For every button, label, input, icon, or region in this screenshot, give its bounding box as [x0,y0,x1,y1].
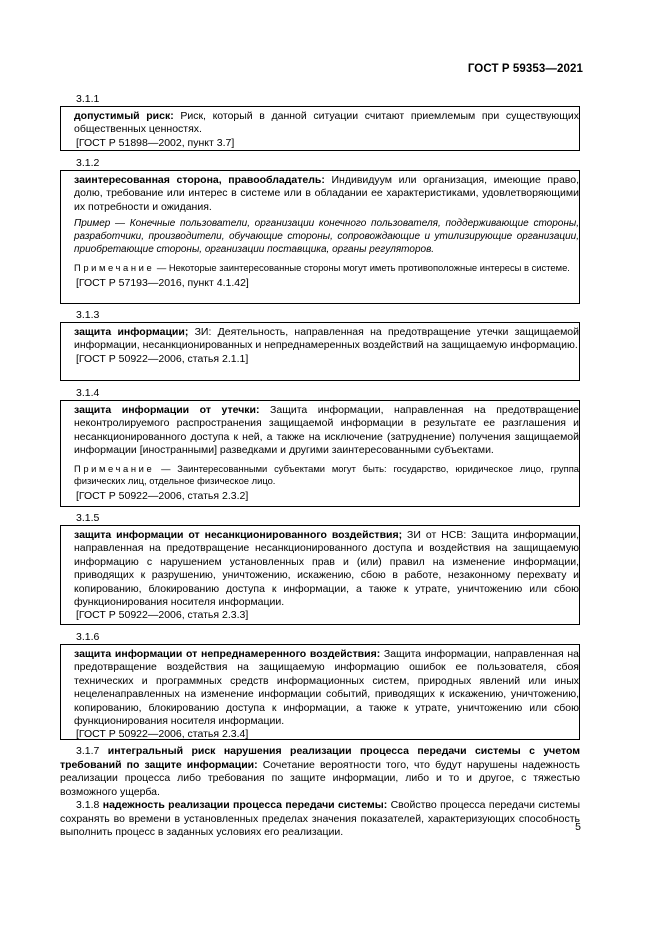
page-number: 5 [575,821,581,833]
term-entry-box [60,644,580,740]
term-note [74,262,579,274]
term-name: защита информации; [74,326,189,338]
standard-header: ГОСТ Р 59353—2021 [467,63,583,75]
term-entry-box [60,170,580,304]
term-source: [ГОСТ Р 57193—2016, пункт 4.1.42] [76,276,249,289]
note-text: — Некоторые заинтересованные стороны могут иметь противоположные интересы в системе. [154,261,570,273]
paragraph-number: 3.1.8 [76,799,100,811]
term-source: [ГОСТ Р 50922—2006, статья 2.3.2] [76,489,249,502]
term-name: интегральный риск нарушения реализации процесса передачи системы с учетом требований по защите информации: [60,745,580,771]
term-name: защита информации от непреднамеренного воздействия: [74,648,381,660]
term-definition: Защита информации, направленная на предотвращение воздействия на защищаемую информацию ошибок ее пользователя, сбоя технических и программных средств информационных систем, природных явлений или иных нецеленаправленных на изменение информации событий, приводящих к искажению, уничтожению, копированию, блокированию доступа к информации, а также к утрате, уничтожению или сбою функционирования носителя информации. [74,648,579,728]
term-entry-box [60,322,580,381]
paragraph-number: 3.1.7 [76,745,100,757]
term-definition: ЗИ: Деятельность, направленная на предотвращение утечки защищаемой информации, несанкционированных и непреднамеренных воздействий на защищаемую информацию. [74,326,580,352]
entry-number: 3.1.4 [76,387,100,399]
note-label: Примечание [74,261,155,273]
term-name: надежность реализации процесса передачи системы: [99,799,388,811]
note-label: Примечание [74,462,155,474]
entry-number: 3.1.5 [76,512,100,524]
term-paragraph [60,745,580,799]
term-example: Пример — Конечные пользователи, организации конечного пользователя, поддерживающие стороны, разработчики, производители, обучающие стороны, сопровождающие и утилизирующие организации, приобретающие стороны, организации поставщика, органы регуляторов. [74,218,579,255]
term-entry-box [60,525,580,625]
term-note [74,463,579,487]
term-source: [ГОСТ Р 50922—2006, статья 2.3.3] [76,609,249,622]
term-definition: Сочетание вероятности того, что будут нарушены надежность реализации процесса либо требования по защите информации, либо и то и другое, с тяжестью возможного ущерба. [60,758,580,798]
term-definition: Риск, который в данной ситуации считают приемлемым при существующих общественных ценностях. [74,110,579,136]
term-definition: Индивидуум или организация, имеющие право, долю, требование или интерес в системе или в обладании ее характеристиками, удовлетворяющими их потребности и ожидания. [74,174,579,213]
entry-number: 3.1.3 [76,309,100,321]
term-name: защита информации от утечки: [74,404,260,416]
term-entry-box [60,106,580,151]
term-paragraph [60,799,580,840]
term-name: защита информации от несанкционированного воздействия; [74,529,403,541]
term-definition: Защита информации, направленная на предотвращение неконтролируемого распространения защищаемой информации в результате ее разглашения и несанкционированного доступа к ней, а также на исключение (затруднение) получения защищаемой информации [иностранными] разведками и другими заинтересованными субъектами. [74,404,579,457]
term-definition: ЗИ от НСВ: Защита информации, направленная на предотвращение несанкционированного доступа и воздействия на защищаемую информацию с нарушением установленных прав и (или) правил на изменение информации, приводящих к разрушению, уничтожению, искажению, сбою в работе, незаконному перехвату и копированию, блокированию доступа к информации, а также к утрате, уничтожению или сбою функционирования носителя информации. [74,529,579,609]
term-entry-box [60,400,580,507]
entry-number: 3.1.6 [76,631,100,643]
term-definition: Свойство процесса передачи системы сохранять во времени в установленных пределах значения показателей, характеризующих способность выполнить процесс в заданных условиях его реализации. [60,799,580,839]
term-source: [ГОСТ Р 50922—2006, статья 2.1.1] [76,352,249,365]
term-name: допустимый риск: [74,110,174,122]
term-source: [ГОСТ Р 50922—2006, статья 2.3.4] [76,728,249,741]
note-text: — Заинтересованными субъектами могут быть: государство, юридическое лицо, группа физических лиц, отдельное физическое лицо. [74,462,579,486]
term-name: заинтересованная сторона, правообладатель: [74,174,325,186]
entry-number: 3.1.1 [76,93,100,105]
entry-number: 3.1.2 [76,157,100,169]
term-source: [ГОСТ Р 51898—2002, пункт 3.7] [76,136,235,149]
